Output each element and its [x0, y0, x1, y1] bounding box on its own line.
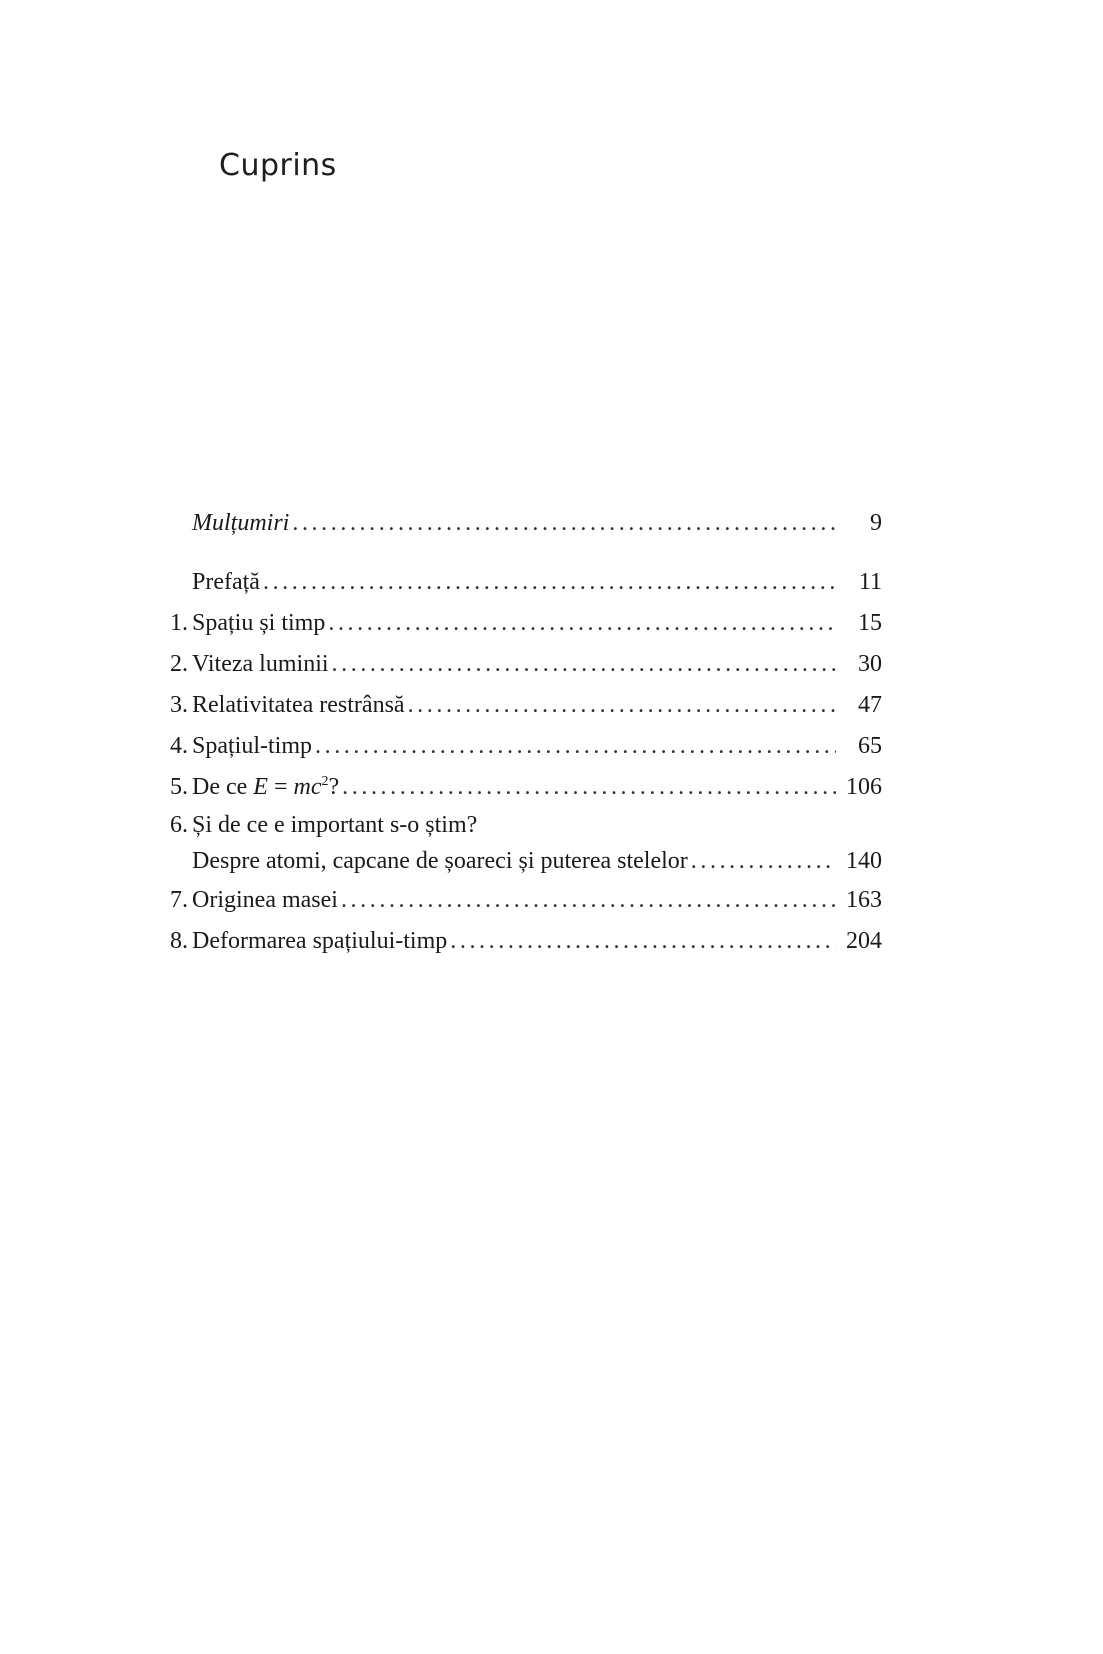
dot-leader — [408, 685, 836, 726]
table-of-contents — [170, 503, 882, 962]
toc-entry-chapter-2[interactable] — [170, 644, 882, 685]
toc-entry-acknowledgements[interactable] — [170, 503, 882, 544]
formula-equals: = — [267, 774, 294, 800]
dot-leader — [292, 503, 836, 544]
toc-chapter-number: 5. — [170, 774, 188, 800]
formula-exponent: 2 — [321, 774, 329, 789]
toc-chapter-number: 1. — [170, 610, 188, 636]
toc-entry-label: Spațiu și timp — [192, 610, 326, 636]
toc-page-number: 9 — [870, 510, 882, 536]
dot-leader — [263, 562, 836, 603]
dot-leader — [341, 880, 836, 921]
toc-entry-label: Deformarea spațiului-timp — [192, 928, 448, 954]
page-title: Cuprins — [219, 148, 337, 183]
dot-leader — [332, 644, 836, 685]
toc-entry-label: Originea masei — [192, 887, 338, 913]
toc-chapter-number: 8. — [170, 928, 188, 954]
toc-page-number: 11 — [858, 569, 882, 595]
toc-entry-chapter-5[interactable] — [170, 767, 882, 808]
toc-page-number: 65 — [858, 733, 882, 759]
toc-page-number: 140 — [846, 848, 882, 874]
toc-chapter-number: 6. — [170, 812, 188, 838]
toc-entry-chapter-6[interactable] — [170, 808, 882, 880]
toc-entry-label: Spațiul-timp — [192, 733, 312, 759]
formula-mass-lightspeed: mc — [293, 774, 322, 800]
label-prefix: De ce — [192, 774, 254, 800]
toc-entry-chapter-4[interactable] — [170, 726, 882, 767]
toc-entry-preface[interactable] — [170, 562, 882, 603]
dot-leader — [691, 842, 836, 880]
toc-entry-label: Relativitatea restrânsă — [192, 692, 405, 718]
toc-chapter-number: 3. — [170, 692, 188, 718]
toc-entry-label: Prefață — [192, 569, 260, 595]
toc-page-number: 163 — [846, 887, 882, 913]
toc-page-number: 47 — [858, 692, 882, 718]
toc-entry-chapter-1[interactable] — [170, 603, 882, 644]
toc-entry-line-2 — [170, 842, 882, 880]
toc-chapter-number: 2. — [170, 651, 188, 677]
toc-entry-line-1 — [170, 808, 882, 842]
dot-leader — [450, 921, 836, 962]
formula-energy-variable: E — [253, 774, 268, 800]
toc-entry-chapter-7[interactable] — [170, 880, 882, 921]
toc-chapter-number: 7. — [170, 887, 188, 913]
toc-chapter-number: 4. — [170, 733, 188, 759]
toc-entry-label: Mulțumiri — [192, 510, 290, 536]
toc-entry-label — [192, 767, 339, 808]
dot-leader — [328, 603, 836, 644]
toc-entry-label: Viteza luminii — [192, 651, 329, 677]
toc-entry-label-line-1: Și de ce e important s-o știm? — [192, 812, 478, 838]
toc-page-number: 204 — [846, 928, 882, 954]
toc-entry-chapter-8[interactable] — [170, 921, 882, 962]
toc-page-number: 15 — [858, 610, 882, 636]
dot-leader — [315, 726, 836, 767]
toc-page-number: 106 — [846, 774, 882, 800]
toc-page-number: 30 — [858, 651, 882, 677]
label-suffix: ? — [328, 774, 340, 800]
toc-entry-chapter-3[interactable] — [170, 685, 882, 726]
toc-entry-label-line-2: Despre atomi, capcane de șoareci și puterea stelelor — [192, 848, 688, 874]
dot-leader — [342, 767, 836, 808]
